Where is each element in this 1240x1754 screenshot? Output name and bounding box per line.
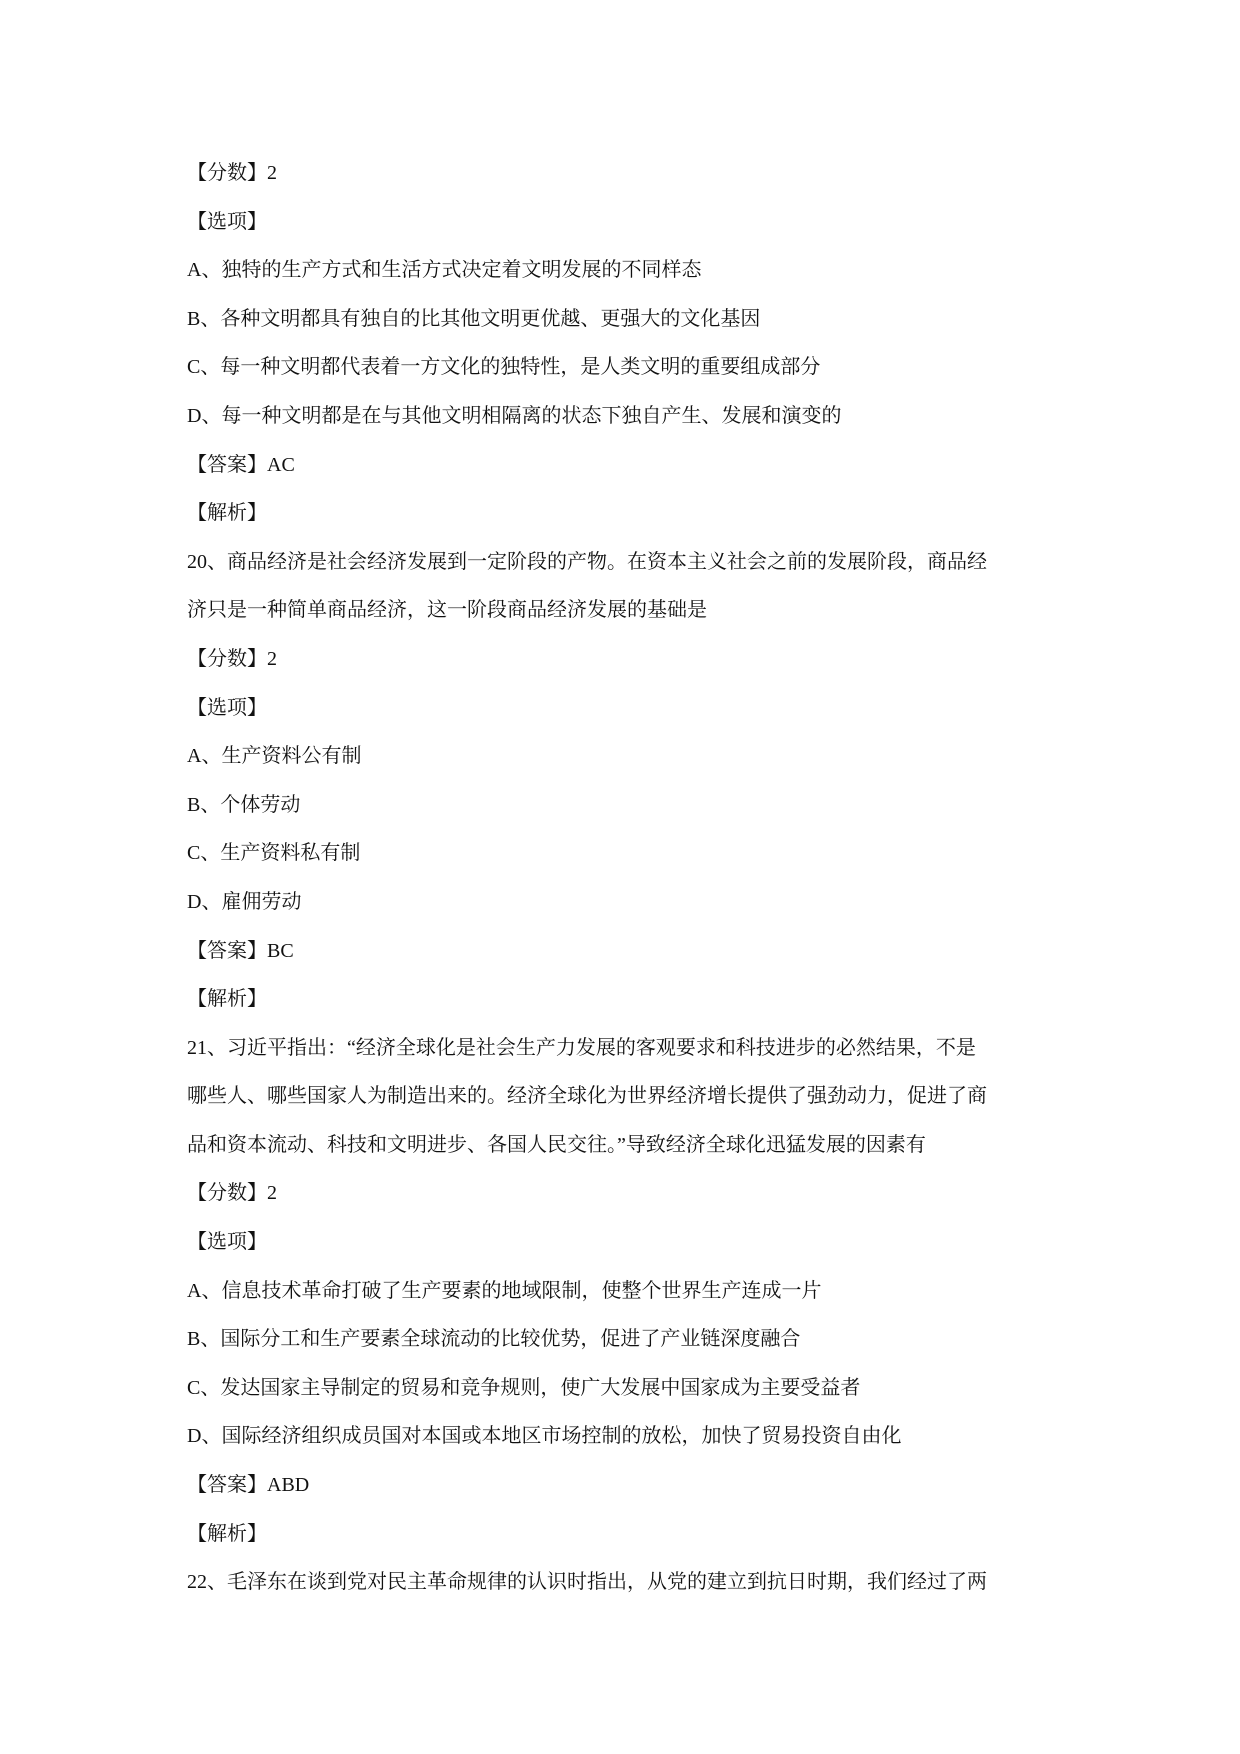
question-20-line-2: 济只是一种简单商品经济，这一阶段商品经济发展的基础是 [187, 599, 707, 622]
option-b: B、个体劳动 [187, 793, 301, 816]
option-b: B、国际分工和生产要素全球流动的比较优势，促进了产业链深度融合 [187, 1328, 801, 1351]
option-c: C、每一种文明都代表着一方文化的独特性，是人类文明的重要组成部分 [187, 356, 821, 379]
options-label: 【选项】 [187, 696, 267, 719]
answer: 【答案】ABD [187, 1474, 310, 1497]
analysis: 【解析】 [187, 988, 267, 1011]
analysis: 【解析】 [187, 1522, 267, 1545]
option-d: D、雇佣劳动 [187, 890, 302, 913]
options-label: 【选项】 [187, 210, 267, 233]
option-d: D、每一种文明都是在与其他文明相隔离的状态下独自产生、发展和演变的 [187, 404, 842, 427]
question-21-line-1: 21、习近平指出：“经济全球化是社会生产力发展的客观要求和科技进步的必然结果，不是 [187, 1036, 976, 1059]
answer: 【答案】BC [187, 939, 294, 962]
analysis: 【解析】 [187, 502, 267, 525]
score: 【分数】2 [187, 1182, 277, 1205]
question-22-line-1: 22、毛泽东在谈到党对民主革命规律的认识时指出，从党的建立到抗日时期，我们经过了两 [187, 1571, 987, 1594]
answer: 【答案】AC [187, 453, 295, 476]
option-a: A、信息技术革命打破了生产要素的地域限制，使整个世界生产连成一片 [187, 1279, 822, 1302]
option-c: C、生产资料私有制 [187, 842, 361, 865]
question-21-line-2: 哪些人、哪些国家人为制造出来的。经济全球化为世界经济增长提供了强劲动力，促进了商 [187, 1085, 987, 1108]
option-a: A、独特的生产方式和生活方式决定着文明发展的不同样态 [187, 259, 702, 282]
question-21-line-3: 品和资本流动、科技和文明进步、各国人民交往。”导致经济全球化迅猛发展的因素有 [187, 1133, 926, 1156]
option-c: C、发达国家主导制定的贸易和竞争规则，使广大发展中国家成为主要受益者 [187, 1376, 861, 1399]
option-a: A、生产资料公有制 [187, 745, 362, 768]
option-d: D、国际经济组织成员国对本国或本地区市场控制的放松，加快了贸易投资自由化 [187, 1425, 902, 1448]
document-page [187, 149, 1067, 1607]
question-20-line-1: 20、商品经济是社会经济发展到一定阶段的产物。在资本主义社会之前的发展阶段，商品经 [187, 550, 987, 573]
score: 【分数】2 [187, 162, 277, 184]
option-b: B、各种文明都具有独自的比其他文明更优越、更强大的文化基因 [187, 307, 761, 330]
score: 【分数】2 [187, 647, 277, 670]
options-label: 【选项】 [187, 1231, 267, 1254]
